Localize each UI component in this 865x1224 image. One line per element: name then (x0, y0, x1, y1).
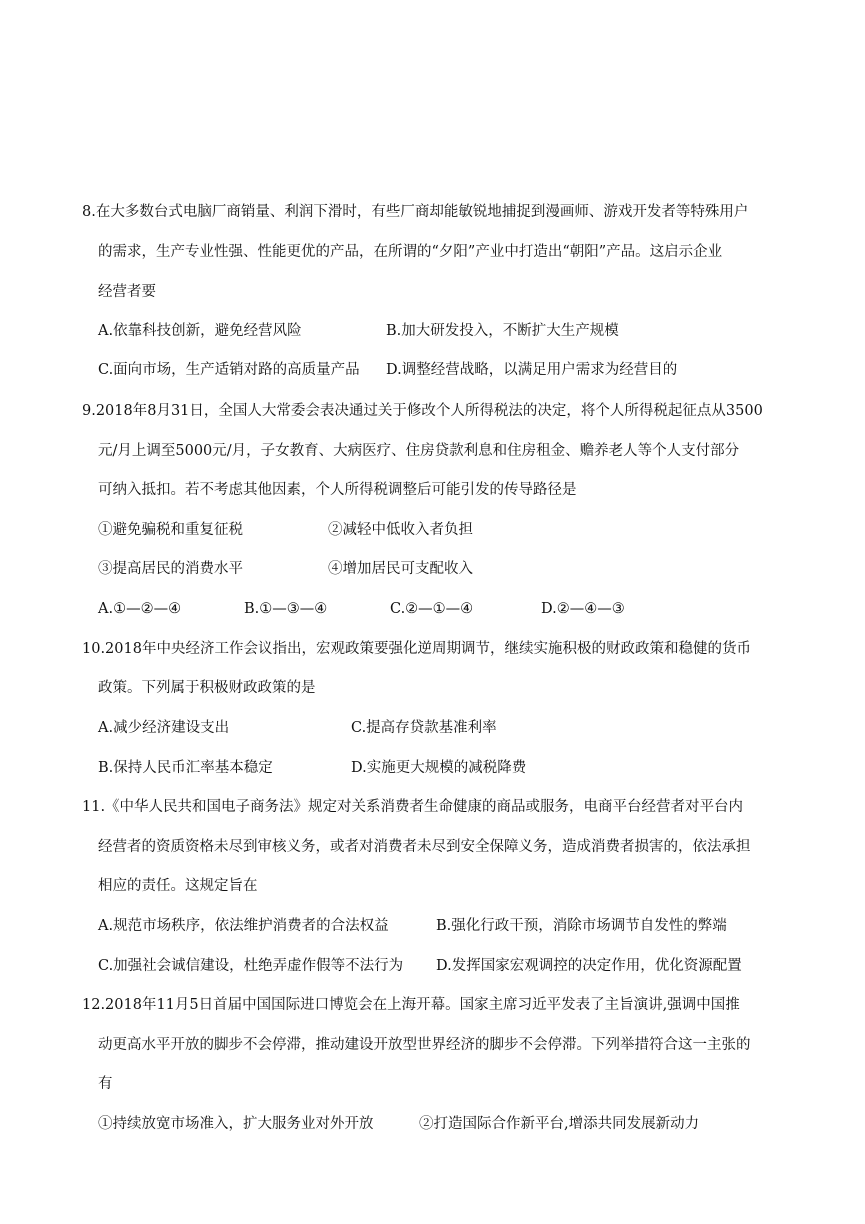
question-stem-line: 动更高水平开放的脚步不会停滞，推动建设开放型世界经济的脚步不会停滞。下列举措符合这一主张的 (98, 1037, 751, 1053)
question-stem-line: 政策。下列属于积极财政政策的是 (98, 680, 316, 696)
question-stem-line: 经营者的资质资格未尽到审核义务，或者对消费者未尽到安全保障义务，造成消费者损害的，依法承担 (98, 839, 751, 855)
statement-item: ④增加居民可支配收入 (328, 561, 473, 577)
statement-item: ①避免骗税和重复征税 (98, 522, 243, 538)
option-a: A.①—②—④ (98, 601, 182, 617)
question-stem-line: 9.2018年8月31日，全国人大常委会表决通过关于修改个人所得税法的决定，将个人所得税起征点从3500 (82, 403, 763, 419)
statement-item: ②减轻中低收入者负担 (328, 522, 473, 538)
option-d: D.发挥国家宏观调控的决定作用，优化资源配置 (436, 958, 742, 974)
option-b: B.保持人民币汇率基本稳定 (98, 760, 273, 776)
question-stem-line: 经营者要 (98, 284, 156, 300)
option-b: B.①—③—④ (244, 601, 328, 617)
question-stem-line: 12.2018年11月5日首届中国国际进口博览会在上海开幕。国家主席习近平发表了主旨演讲,强调中国推 (82, 997, 740, 1013)
question-stem-line: 可纳入抵扣。若不考虑其他因素，个人所得税调整后可能引发的传导路径是 (98, 482, 577, 498)
option-d: D.调整经营战略，以满足用户需求为经营目的 (386, 362, 678, 378)
statement-item: ③提高居民的消费水平 (98, 561, 243, 577)
option-c: C.提高存贷款基准利率 (351, 720, 497, 736)
statement-item: ②打造国际合作新平台,增添共同发展新动力 (419, 1116, 700, 1132)
option-d: D.实施更大规模的减税降费 (351, 760, 527, 776)
question-stem-line: 元/月上调至5000元/月，子女教育、大病医疗、住房贷款利息和住房租金、赡养老人等个人支付部分 (98, 443, 740, 459)
option-b: B.加大研发投入，不断扩大生产规模 (386, 323, 619, 339)
option-c: C.加强社会诚信建设，杜绝弄虚作假等不法行为 (98, 958, 404, 974)
question-stem-line: 有 (98, 1076, 113, 1092)
option-a: A.依靠科技创新，避免经营风险 (98, 323, 302, 339)
question-stem-line: 10.2018年中央经济工作会议指出，宏观政策要强化逆周期调节，继续实施积极的财政政策和稳健的货币 (82, 641, 751, 657)
question-stem-line: 的需求，生产专业性强、性能更优的产品，在所谓的“夕阳”产业中打造出“朝阳”产品。这启示企业 (98, 244, 723, 260)
statement-item: ①持续放宽市场准入，扩大服务业对外开放 (98, 1116, 374, 1132)
option-a: A.减少经济建设支出 (98, 720, 230, 736)
option-c: C.②—①—④ (390, 601, 474, 617)
option-d: D.②—④—③ (541, 601, 625, 617)
question-stem-line: 11.《中华人民共和国电子商务法》规定对关系消费者生命健康的商品或服务，电商平台经营者对平台内 (82, 799, 744, 815)
option-c: C.面向市场，生产适销对路的高质量产品 (98, 362, 360, 378)
option-b: B.强化行政干预，消除市场调节自发性的弊端 (436, 918, 727, 934)
option-a: A.规范市场秩序，依法维护消费者的合法权益 (98, 918, 389, 934)
question-stem-line: 8.在大多数台式电脑厂商销量、利润下滑时，有些厂商却能敏锐地捕捉到漫画师、游戏开发者等特殊用户 (82, 204, 749, 220)
question-stem-line: 相应的责任。这规定旨在 (98, 878, 258, 894)
